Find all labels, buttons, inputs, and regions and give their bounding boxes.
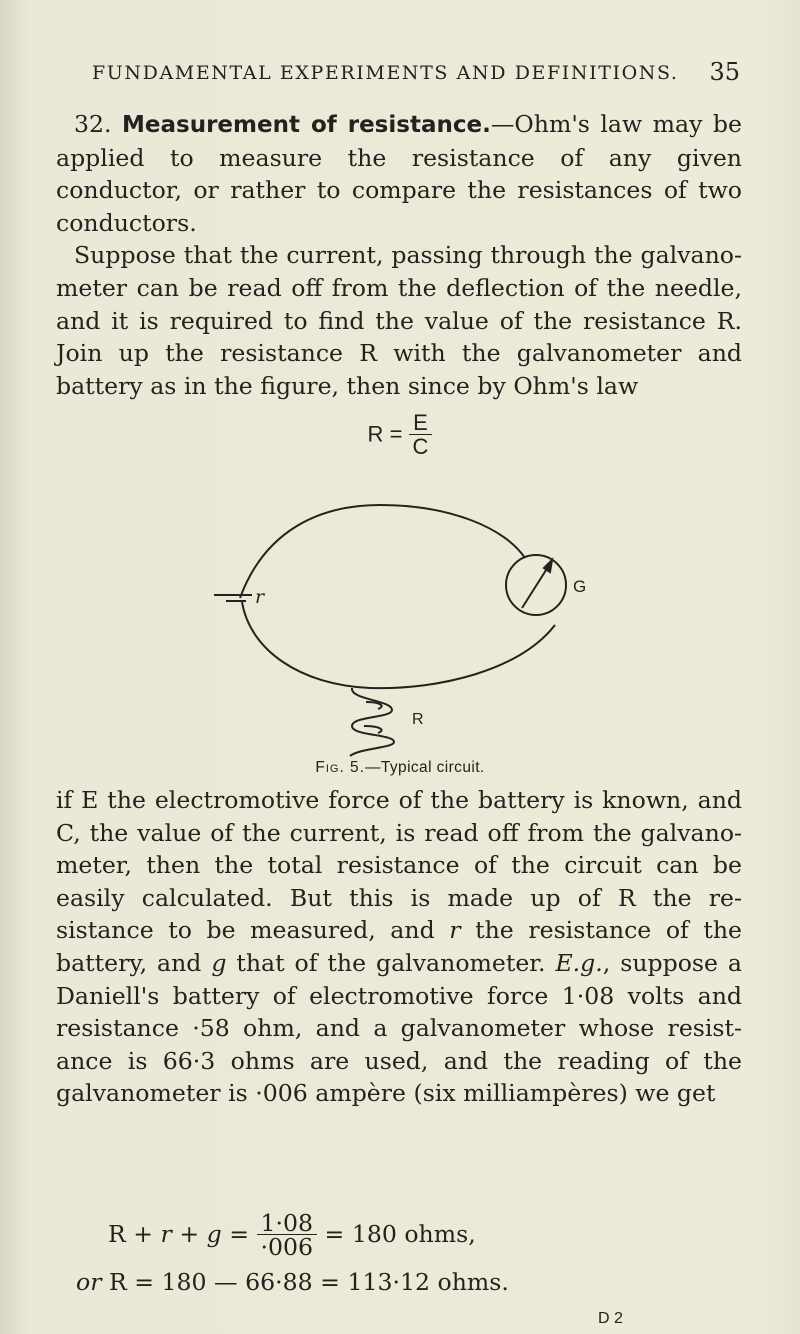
section-intro: —Ohm's law may be applied to measure the resistance of any given conductor, or rather to compare the resistances of two conductors. — [56, 110, 742, 237]
formula-1-plus: + — [171, 1220, 207, 1248]
paragraph-3-part-3: that of the galvanometer. — [226, 948, 556, 977]
page-number: 35 — [709, 58, 740, 86]
ohms-law-numerator: E — [413, 410, 428, 435]
formula-1-result: = 180 ohms, — [317, 1220, 476, 1248]
paragraph-3-part-1: if E the electromotive force of the battery is known, and C, the value of the current, is read off from the galvano-meter, then the total resistance of the circuit can be easily calculated. But this is made up of R the re-sistance to be measured, and — [56, 786, 742, 945]
total-resistance-formula — [108, 1209, 476, 1261]
formula-1-eq: = — [221, 1220, 257, 1248]
circuit-bottom-wire — [242, 602, 555, 688]
formula-1-fraction — [257, 1209, 318, 1261]
paragraph-3-part-4: , suppose a Daniell's battery of electromotive force 1·08 volts and resistance ·58 ohm, and a galvanometer whose resist-ance is 66·3 ohms are used, and the reading of the galvanometer is ·006 ampère (six milliampères) we get — [56, 948, 743, 1108]
formula-1-r: r — [160, 1220, 172, 1248]
ohms-law-lhs: R — [367, 421, 384, 447]
figure-caption-prefix: Fig. 5. — [315, 759, 365, 776]
circuit-top-wire — [240, 505, 525, 598]
label-galvanometer-g: G — [573, 577, 587, 596]
ohms-law-denominator: C — [409, 434, 433, 459]
resistance-result-formula — [76, 1268, 509, 1296]
label-battery-r: r — [255, 586, 265, 608]
ohms-law-eq: = — [389, 421, 403, 447]
section-number: 32. — [74, 110, 112, 138]
paragraph-3-part-2: the resistance of the battery, and — [56, 916, 742, 977]
label-resistance-r: R — [412, 711, 424, 728]
formula-1-lhs: R + — [108, 1220, 161, 1248]
paragraph-3 — [56, 784, 742, 1110]
formula-1-g: g — [206, 1220, 222, 1248]
formula-2-or: or — [76, 1268, 102, 1296]
signature-mark: D 2 — [598, 1310, 623, 1327]
formula-2-text: R = 180 — 66·88 = 113·12 ohms. — [101, 1268, 509, 1296]
var-g: g — [211, 948, 227, 977]
paragraph-2: Suppose that the current, passing through the galvano-meter can be read off from the deflection of the needle, and it is required to find the value of the resistance R. Join up the resistance R with the galvanometer and battery as in the figure, then since by Ohm's law — [56, 241, 742, 400]
running-title: FUNDAMENTAL EXPERIMENTS AND DEFINITIONS. — [92, 62, 679, 84]
figure-caption — [0, 759, 800, 777]
var-r: r — [449, 916, 461, 945]
formula-1-numerator: 1·08 — [260, 1209, 314, 1237]
figure-caption-text: —Typical circuit. — [364, 759, 485, 776]
resistance-coil — [350, 688, 394, 756]
formula-1-denominator: ·006 — [257, 1234, 318, 1259]
galvanometer-needle — [522, 567, 548, 608]
section-title: Measurement of resistance. — [122, 112, 491, 138]
eg-abbrev: E.g. — [555, 948, 603, 977]
